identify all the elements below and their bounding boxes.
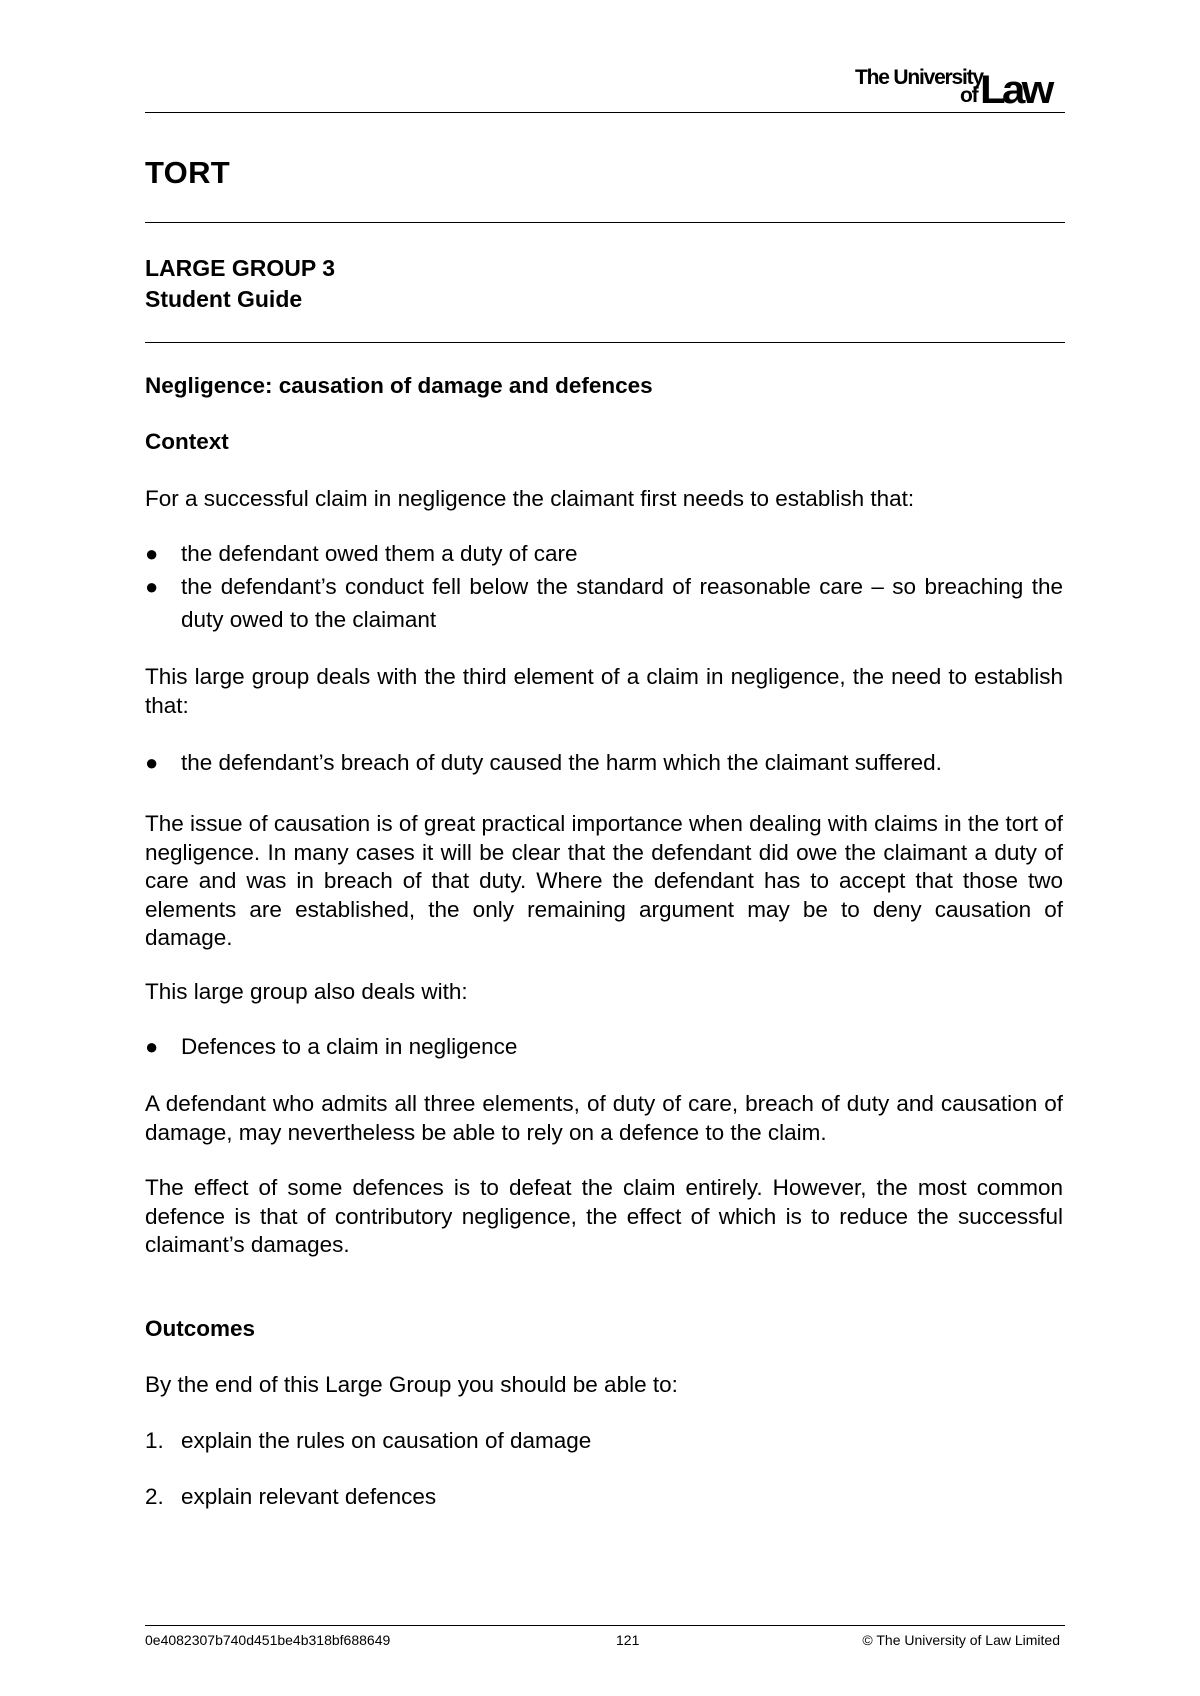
footer-page-number: 121 — [616, 1632, 640, 1648]
logo-line-university: The University — [855, 66, 983, 89]
group-line-1: LARGE GROUP 3 — [145, 255, 335, 281]
item-text: explain relevant defences — [181, 1484, 437, 1509]
item-text: explain the rules on causation of damage — [181, 1428, 592, 1453]
bullet-text: the defendant’s breach of duty caused the harm which the claimant suffered. — [181, 750, 942, 775]
footer-doc-id: 0e4082307b740d451be4b318bf688649 — [145, 1632, 391, 1648]
context-para-5: A defendant who admits all three elements, of duty of care, breach of duty and causation of damage, may nevertheless be able to rely on a defence to the claim. — [145, 1091, 1063, 1145]
logo-line-of: of — [960, 84, 978, 107]
bullet-icon: ● — [145, 541, 159, 566]
group-heading — [145, 253, 335, 315]
outcomes-intro: By the end of this Large Group you should be able to: — [145, 1372, 678, 1397]
topic-heading: Negligence: causation of damage and defences — [145, 373, 653, 398]
bullet-text: Defences to a claim in negligence — [181, 1034, 518, 1059]
context-para-2: This large group deals with the third element of a claim in negligence, the need to establish that: — [145, 664, 1063, 718]
logo-line-law: Law — [980, 68, 1051, 112]
context-para-4: This large group also deals with: — [145, 979, 468, 1004]
title-rule — [145, 222, 1065, 223]
header-rule — [145, 112, 1065, 113]
context-intro: For a successful claim in negligence the claimant first needs to establish that: — [145, 486, 915, 511]
bullet-text: the defendant’s conduct fell below the standard of reasonable care – so breaching the duty owed to the claimant — [181, 574, 1063, 632]
context-heading: Context — [145, 429, 229, 454]
footer-copyright: © The University of Law Limited — [862, 1632, 1060, 1648]
group-rule — [145, 342, 1065, 343]
item-number: 1. — [145, 1428, 164, 1453]
page-title: TORT — [145, 155, 231, 190]
bullet-text: the defendant owed them a duty of care — [181, 541, 578, 566]
bullet-icon: ● — [145, 1034, 159, 1059]
group-line-2: Student Guide — [145, 286, 303, 312]
footer-rule — [145, 1625, 1065, 1626]
outcomes-heading: Outcomes — [145, 1316, 256, 1341]
item-number: 2. — [145, 1484, 164, 1509]
bullet-icon: ● — [145, 750, 159, 775]
context-para-3: The issue of causation is of great practical importance when dealing with claims in the tort of negligence. In many cases it will be clear that the defendant did owe the claimant a duty of care and was in breach of that duty. Where the defendant has to accept that those two elements are established, the only remaining argument may be to deny causation of damage. — [145, 811, 1063, 950]
university-logo — [855, 66, 1065, 110]
context-para-6: The effect of some defences is to defeat the claim entirely. However, the most common defence is that of contributory negligence, the effect of which is to reduce the successful claimant’s damages. — [145, 1175, 1063, 1257]
bullet-icon: ● — [145, 574, 159, 599]
